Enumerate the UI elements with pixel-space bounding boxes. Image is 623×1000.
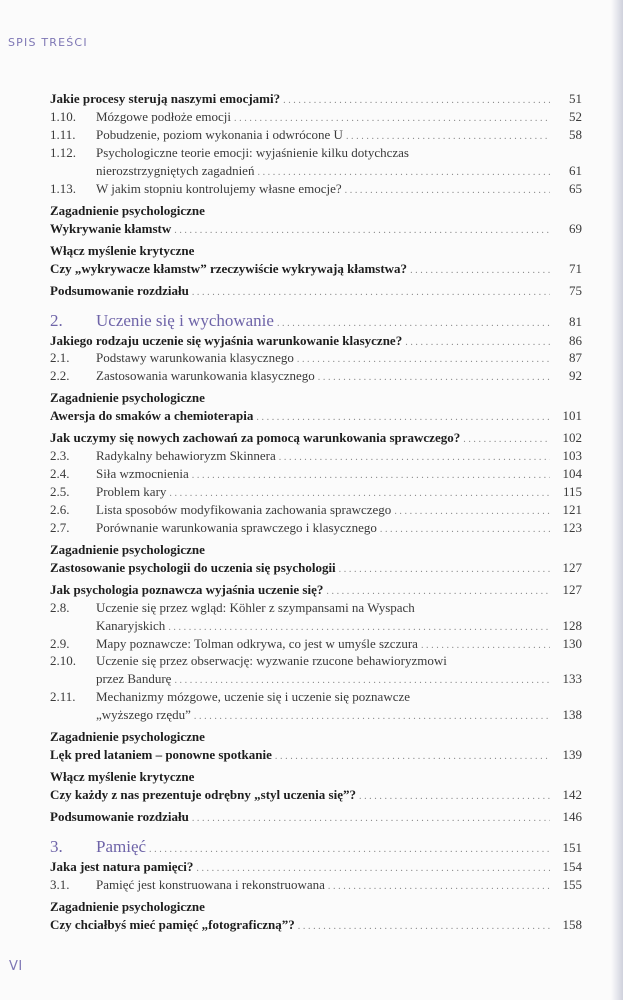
toc-number: 2.5.	[50, 484, 70, 500]
toc-title: Jakiego rodzaju uczenie się wyjaśnia warunkowanie klasyczne?	[50, 332, 403, 348]
toc-title: Zagadnienie psychologiczne	[50, 202, 205, 218]
toc-number: 2.	[50, 310, 63, 330]
toc-page-number: 102	[562, 430, 582, 446]
toc-page-number: 87	[569, 350, 582, 366]
toc-number: 2.8.	[50, 599, 70, 615]
dot-leader	[279, 449, 550, 467]
toc-title: Podsumowanie rozdziału	[50, 809, 189, 825]
toc-number: 2.1.	[50, 350, 70, 366]
toc-box-label	[50, 898, 582, 916]
toc-item[interactable]	[50, 688, 582, 706]
dot-leader	[405, 334, 550, 352]
toc-item[interactable]	[50, 465, 582, 483]
toc-title: Mechanizmy mózgowe, uczenie się i uczenie się poznawcze	[96, 689, 411, 705]
toc-title: Mózgowe podłoże emocji	[96, 109, 232, 125]
toc-title: Uczenie się i wychowanie	[96, 310, 274, 330]
toc-title: Jakie procesy sterują naszymi emocjami?	[50, 91, 281, 107]
toc-page-number: 151	[562, 840, 582, 856]
toc-item[interactable]	[50, 447, 582, 465]
dot-leader	[318, 369, 550, 387]
toc-title: Awersja do smaków a chemioterapia	[50, 408, 254, 424]
toc-box-title[interactable]	[50, 559, 582, 577]
toc-page-number: 61	[569, 162, 582, 178]
table-of-contents	[50, 86, 582, 934]
running-head: SPIS TREŚCI	[8, 36, 88, 49]
toc-number: 1.11.	[50, 126, 76, 142]
page-edge-shadow	[611, 0, 623, 1000]
toc-title: W jakim stopniu kontrolujemy własne emocje?	[96, 180, 342, 196]
toc-box-title[interactable]	[50, 746, 582, 764]
toc-box-label	[50, 768, 582, 786]
toc-page-number: 127	[562, 559, 582, 575]
toc-item[interactable]	[50, 519, 582, 537]
toc-chapter[interactable]	[50, 309, 582, 332]
toc-title: Uczenie się przez obserwację: wyzwanie rzucone behawioryzmowi	[96, 653, 447, 669]
toc-number: 2.3.	[50, 448, 70, 464]
dot-leader	[174, 222, 550, 240]
toc-item[interactable]	[50, 126, 582, 144]
page-folio: VI	[9, 959, 23, 974]
toc-section[interactable]	[50, 90, 582, 108]
toc-page-number: 139	[562, 747, 582, 763]
dot-leader	[283, 92, 550, 110]
toc-title: „wyższego rzędu”	[96, 707, 191, 723]
toc-item[interactable]	[50, 876, 582, 894]
toc-number: 2.7.	[50, 519, 70, 535]
toc-title: nierozstrzygniętych zagadnień	[96, 162, 255, 178]
toc-number: 1.12.	[50, 144, 76, 160]
toc-page-number: 92	[569, 368, 582, 384]
toc-title: Mapy poznawcze: Tolman odkrywa, co jest w umyśle szczura	[96, 635, 418, 651]
toc-page-number: 103	[562, 448, 582, 464]
toc-item[interactable]	[50, 635, 582, 653]
dot-leader	[149, 838, 550, 861]
dot-leader	[328, 878, 550, 896]
toc-page-number: 133	[562, 671, 582, 687]
toc-box-label	[50, 242, 582, 260]
toc-title: Jak uczymy się nowych zachowań za pomocą warunkowania sprawczego?	[50, 430, 461, 446]
toc-title: Zastosowania warunkowania klasycznego	[96, 368, 315, 384]
toc-item[interactable]	[50, 652, 582, 670]
toc-item-continuation[interactable]	[50, 706, 582, 724]
toc-number: 1.13.	[50, 180, 76, 196]
toc-title: Porównanie warunkowania sprawczego i klasycznego	[96, 519, 377, 535]
toc-page-number: 75	[569, 282, 582, 298]
toc-title: Zagadnienie psychologiczne	[50, 729, 205, 745]
toc-page-number: 138	[562, 707, 582, 723]
dot-leader	[256, 409, 550, 427]
toc-page-number: 65	[569, 180, 582, 196]
toc-section[interactable]	[50, 581, 582, 599]
toc-number: 1.10.	[50, 109, 76, 125]
toc-page-number: 86	[569, 332, 582, 348]
toc-chapter-summary[interactable]	[50, 808, 582, 826]
dot-leader	[192, 810, 550, 828]
toc-item[interactable]	[50, 349, 582, 367]
toc-number: 2.10.	[50, 653, 76, 669]
toc-title: Uczenie się przez wgląd: Köhler z szympansami na Wyspach	[96, 599, 415, 615]
toc-item[interactable]	[50, 144, 582, 162]
toc-title: Wykrywanie kłamstw	[50, 220, 172, 236]
toc-page-number: 130	[562, 635, 582, 651]
dot-leader	[339, 561, 550, 579]
toc-title: Czy chciałbyś mieć pamięć „fotograficzną”?	[50, 916, 295, 932]
dot-leader	[297, 351, 550, 369]
toc-page-number: 69	[569, 220, 582, 236]
toc-section[interactable]	[50, 429, 582, 447]
toc-page-number: 158	[562, 916, 582, 932]
toc-title: Zagadnienie psychologiczne	[50, 541, 205, 557]
toc-title: Czy „wykrywacze kłamstw” rzeczywiście wykrywają kłamstwa?	[50, 260, 408, 276]
toc-title: Lęk pred lataniem – ponowne spotkanie	[50, 747, 272, 763]
dot-leader	[192, 467, 550, 485]
toc-title: Pamięć jest konstruowana i rekonstruowana	[96, 876, 325, 892]
dot-leader	[192, 284, 550, 302]
toc-box-title[interactable]	[50, 220, 582, 238]
dot-leader	[463, 431, 550, 449]
toc-title: Podsumowanie rozdziału	[50, 282, 189, 298]
toc-box-label	[50, 541, 582, 559]
toc-item[interactable]	[50, 501, 582, 519]
toc-title: Włącz myślenie krytyczne	[50, 242, 195, 258]
dot-leader	[345, 182, 550, 200]
toc-item-continuation[interactable]	[50, 670, 582, 688]
toc-number: 2.11.	[50, 689, 76, 705]
dot-leader	[359, 788, 550, 806]
toc-page-number: 101	[562, 408, 582, 424]
toc-item[interactable]	[50, 180, 582, 198]
toc-page-number: 71	[569, 260, 582, 276]
toc-title: Jaka jest natura pamięci?	[50, 859, 194, 875]
toc-title: Psychologiczne teorie emocji: wyjaśnienie kilku dotychczas	[96, 144, 409, 160]
toc-title: Siła wzmocnienia	[96, 466, 189, 482]
toc-page-number: 155	[562, 876, 582, 892]
toc-page-number: 128	[562, 617, 582, 633]
toc-section[interactable]	[50, 332, 582, 350]
toc-box-label	[50, 728, 582, 746]
toc-title: Kanaryjskich	[96, 617, 166, 633]
toc-number: 2.9.	[50, 635, 70, 651]
toc-box-title[interactable]	[50, 916, 582, 934]
dot-leader	[194, 708, 550, 726]
toc-title: Lista sposobów modyfikowania zachowania sprawczego	[96, 501, 392, 517]
toc-box-title[interactable]	[50, 786, 582, 804]
toc-title: Pamięć	[96, 837, 147, 857]
toc-box-title[interactable]	[50, 260, 582, 278]
dot-leader	[275, 748, 550, 766]
toc-title: Czy każdy z nas prezentuje odrębny „styl uczenia się”?	[50, 787, 356, 803]
toc-title: Zastosowanie psychologii do uczenia się psychologii	[50, 559, 336, 575]
dot-leader	[380, 521, 550, 539]
toc-title: Zagadnienie psychologiczne	[50, 390, 205, 406]
toc-page-number: 115	[562, 484, 582, 500]
toc-page-number: 127	[562, 581, 582, 597]
dot-leader	[410, 262, 550, 280]
toc-number: 2.4.	[50, 466, 70, 482]
toc-title: Zagadnienie psychologiczne	[50, 898, 205, 914]
toc-number: 2.2.	[50, 368, 70, 384]
dot-leader	[298, 918, 550, 936]
toc-item[interactable]	[50, 483, 582, 501]
toc-page-number: 104	[562, 466, 582, 482]
toc-title: Pobudzenie, poziom wykonania i odwrócone U	[96, 126, 343, 142]
toc-chapter-summary[interactable]	[50, 282, 582, 300]
toc-title: Radykalny behawioryzm Skinnera	[96, 448, 276, 464]
toc-section[interactable]	[50, 858, 582, 876]
toc-page-number: 121	[562, 501, 582, 517]
toc-page-number: 123	[562, 519, 582, 535]
toc-box-label	[50, 389, 582, 407]
toc-title: Jak psychologia poznawcza wyjaśnia uczenie się?	[50, 581, 324, 597]
toc-title: Problem kary	[96, 484, 167, 500]
toc-title: przez Bandurę	[96, 671, 172, 687]
toc-page-number: 146	[562, 809, 582, 825]
toc-number: 2.6.	[50, 501, 70, 517]
toc-item-continuation[interactable]	[50, 617, 582, 635]
toc-title: Włącz myślenie krytyczne	[50, 769, 195, 785]
toc-page-number: 51	[569, 91, 582, 107]
toc-item[interactable]	[50, 599, 582, 617]
dot-leader	[394, 503, 550, 521]
toc-box-title[interactable]	[50, 407, 582, 425]
toc-page-number: 154	[562, 859, 582, 875]
toc-item[interactable]	[50, 367, 582, 385]
toc-number: 3.	[50, 837, 63, 857]
toc-box-label	[50, 202, 582, 220]
toc-title: Podstawy warunkowania klasycznego	[96, 350, 294, 366]
toc-page-number: 52	[569, 109, 582, 125]
toc-number: 3.1.	[50, 876, 70, 892]
toc-page-number: 81	[569, 313, 582, 329]
toc-chapter[interactable]	[50, 835, 582, 858]
toc-item[interactable]	[50, 108, 582, 126]
toc-page-number: 58	[569, 126, 582, 142]
toc-item-continuation[interactable]	[50, 162, 582, 180]
toc-page-number: 142	[562, 787, 582, 803]
